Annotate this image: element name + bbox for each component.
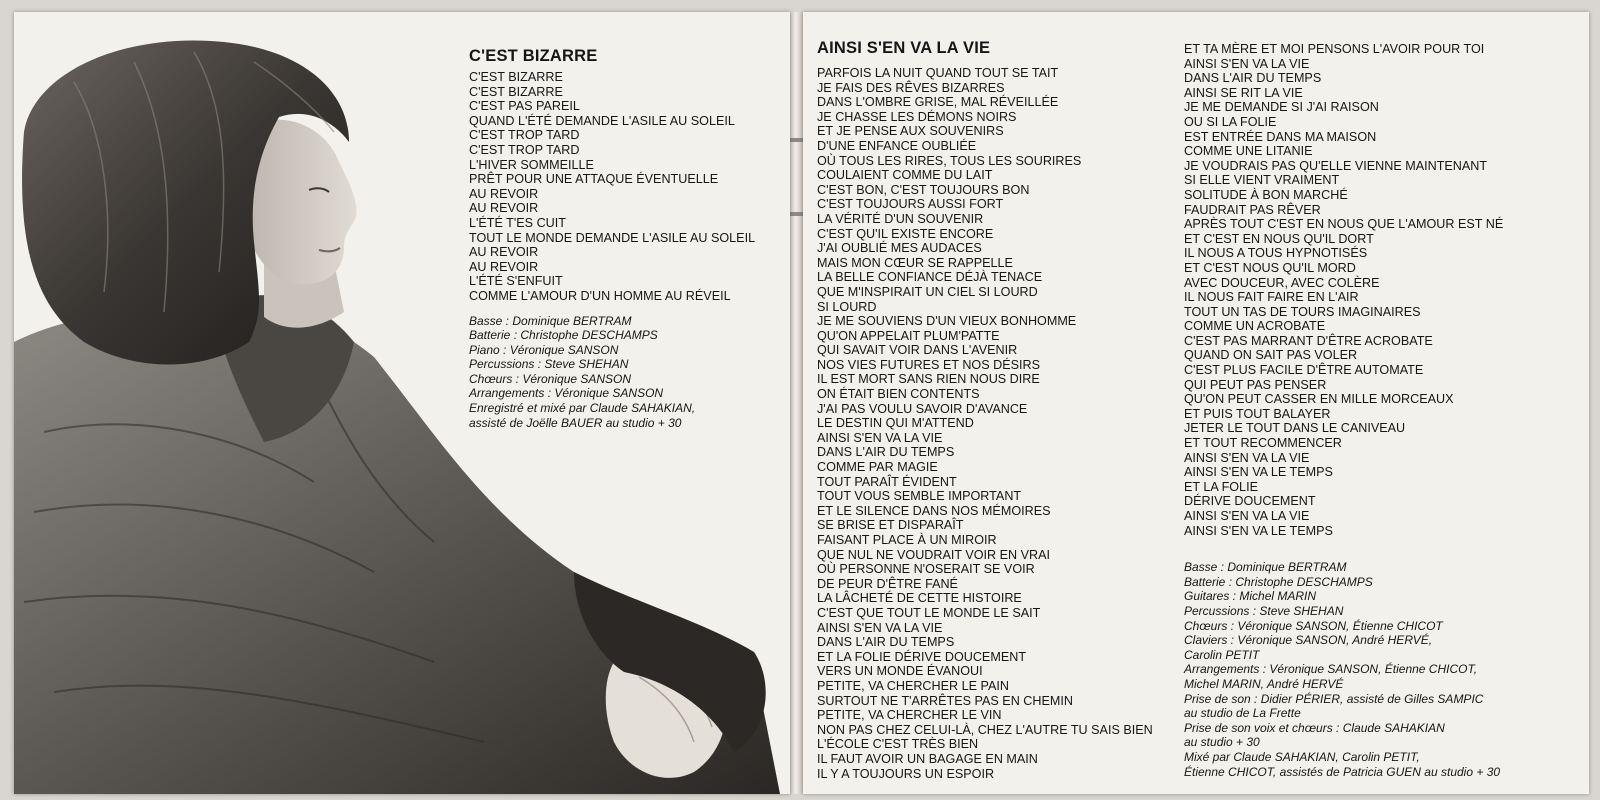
lyric-line: AINSI S'EN VA LA VIE (1184, 450, 1310, 465)
lyric-line: C'EST QU'IL EXISTE ENCORE (817, 226, 994, 241)
lyric-line: IL FAUT AVOIR UN BAGAGE EN MAIN (817, 751, 1038, 766)
lyric-line: COULAIENT COMME DU LAIT (817, 168, 993, 183)
lyric-line: PETITE, VA CHERCHER LE VIN (817, 708, 1002, 723)
lyric-line: C'EST TROP TARD (469, 142, 580, 157)
lyric-line: PETITE, VA CHERCHER LE PAIN (817, 678, 1009, 693)
credit-line: Batterie : Christophe DESCHAMPS (469, 328, 658, 343)
lyric-line: QUI SAVAIT VOIR DANS L'AVENIR (817, 343, 1018, 358)
credit-line: Percussions : Steve SHEHAN (469, 357, 629, 372)
lyrics (469, 70, 789, 304)
lyric-line: DÉRIVE DOUCEMENT (1184, 494, 1316, 509)
lyric-line: C'EST BIZARRE (469, 84, 563, 99)
lyric-line: LE DESTIN QUI M'ATTEND (817, 416, 974, 431)
lyric-line: JE ME SOUVIENS D'UN VIEUX BONHOMME (817, 314, 1077, 329)
credit-line: Mixé par Claude SAHAKIAN, Carolin PETIT, (1184, 749, 1420, 764)
lyric-line: C'EST TROP TARD (469, 128, 580, 143)
lyric-line: AU REVOIR (469, 259, 539, 274)
credit-line: Enregistré et mixé par Claude SAHAKIAN, (469, 401, 696, 416)
credit-line: Prise de son voix et chœurs : Claude SAHAKIAN (1184, 720, 1445, 735)
credit-line: Prise de son : Didier PÉRIER, assisté de Gilles SAMPIC (1184, 691, 1484, 706)
credit-line: Michel MARIN, André HERVÉ (1184, 676, 1344, 691)
lyric-line: TOUT UN TAS DE TOURS IMAGINAIRES (1184, 304, 1421, 319)
credit-line: Basse : Dominique BERTRAM (1184, 560, 1347, 575)
lyric-line: L'HIVER SOMMEILLE (469, 157, 594, 172)
lyric-line: ET C'EST NOUS QU'IL MORD (1184, 260, 1356, 275)
lyric-line: ET LE SILENCE DANS NOS MÉMOIRES (817, 503, 1051, 518)
lyric-line: AINSI S'EN VA LE TEMPS (1184, 465, 1333, 480)
lyric-line: SURTOUT NE T'ARRÊTES PAS EN CHEMIN (817, 693, 1073, 708)
credits (469, 314, 789, 431)
lyric-line: DE PEUR D'ÊTRE FANÉ (817, 576, 958, 591)
lyric-line: C'EST PLUS FACILE D'ÊTRE AUTOMATE (1184, 363, 1424, 378)
lyric-line: COMME PAR MAGIE (817, 460, 938, 475)
credit-line: assisté de Joëlle BAUER au studio + 30 (469, 415, 682, 430)
lyric-line: AINSI S'EN VA LA VIE (817, 430, 943, 445)
lyric-line: QUAND ON SAIT PAS VOLER (1184, 348, 1358, 363)
lyric-line: MAIS MON CŒUR SE RAPPELLE (817, 255, 1013, 270)
lyric-line: AU REVOIR (469, 186, 539, 201)
lyrics (817, 66, 1177, 781)
lyric-line: DANS L'AIR DU TEMPS (1184, 71, 1322, 86)
lyric-line: L'ÉTÉ T'ES CUIT (469, 215, 566, 230)
lyric-line: AU REVOIR (469, 201, 539, 216)
credit-line: Arrangements : Véronique SANSON, Étienne CHICOT, (1184, 662, 1478, 677)
lyric-line: QUI PEUT PAS PENSER (1184, 377, 1327, 392)
lyric-line: ET TA MÈRE ET MOI PENSONS L'AVOIR POUR TOI (1184, 42, 1485, 56)
lyric-line: NOS VIES FUTURES ET NOS DÉSIRS (817, 357, 1040, 372)
lyric-line: C'EST QUE TOUT LE MONDE LE SAIT (817, 605, 1041, 620)
lyrics (1184, 42, 1584, 538)
lyric-line: IL NOUS A TOUS HYPNOTISÉS (1184, 246, 1368, 261)
lyric-line: ET JE PENSE AUX SOUVENIRS (817, 124, 1004, 139)
credits (1184, 560, 1584, 779)
lyric-line: OU SI LA FOLIE (1184, 114, 1277, 129)
credit-line: Guitares : Michel MARIN (1184, 589, 1317, 604)
lyric-line: QUE M'INSPIRAIT UN CIEL SI LOURD (817, 284, 1038, 299)
lyric-line: PRÊT POUR UNE ATTAQUE ÉVENTUELLE (469, 172, 719, 187)
lyric-line: JE ME DEMANDE SI J'AI RAISON (1184, 100, 1379, 115)
lyric-line: COMME UN ACROBATE (1184, 319, 1326, 334)
lyric-line: C'EST PAS MARRANT D'ÊTRE ACROBATE (1184, 333, 1433, 348)
left-page (14, 12, 790, 794)
lyric-line: C'EST BIZARRE (469, 70, 563, 84)
lyric-line: AINSI S'EN VA LA VIE (1184, 56, 1310, 71)
credit-line: Chœurs : Véronique SANSON, Étienne CHICOT (1184, 618, 1443, 633)
lyric-line: VERS UN MONDE ÉVANOUI (817, 664, 983, 679)
credit-line: Chœurs : Véronique SANSON (469, 371, 632, 386)
lyric-line: L'ÉTÉ S'ENFUIT (469, 274, 563, 289)
booklet-gutter (790, 12, 803, 794)
lyric-line: AINSI S'EN VA LE TEMPS (1184, 523, 1333, 538)
lyric-line: C'EST TOUJOURS AUSSI FORT (817, 197, 1004, 212)
credit-line: au studio de La Frette (1184, 706, 1301, 721)
lyric-line: QU'ON PEUT CASSER EN MILLE MORCEAUX (1184, 392, 1454, 407)
lyric-line: QUE NUL NE VOUDRAIT VOIR EN VRAI (817, 547, 1051, 562)
lyric-line: TOUT VOUS SEMBLE IMPORTANT (817, 489, 1022, 504)
lyric-line: APRÈS TOUT C'EST EN NOUS QUE L'AMOUR EST NÉ (1184, 217, 1504, 232)
lyric-line: IL Y A TOUJOURS UN ESPOIR (817, 766, 995, 781)
lyric-line: SI LOURD (817, 299, 877, 314)
lyric-line: JE CHASSE LES DÉMONS NOIRS (817, 109, 1017, 124)
song-ainsi-column-2 (1184, 42, 1584, 779)
lyric-line: LA VÉRITÉ D'UN SOUVENIR (817, 211, 984, 226)
lyric-line: LA LÂCHETÉ DE CETTE HISTOIRE (817, 591, 1022, 606)
right-page (803, 12, 1589, 794)
credit-line: Percussions : Steve SHEHAN (1184, 603, 1344, 618)
credit-line: Arrangements : Véronique SANSON (469, 386, 664, 401)
lyric-line: SI ELLE VIENT VRAIMENT (1184, 173, 1340, 188)
lyric-line: ET PUIS TOUT BALAYER (1184, 406, 1331, 421)
lyric-line: AINSI SE RIT LA VIE (1184, 85, 1303, 100)
song-title: C'EST BIZARRE (469, 47, 598, 65)
lyric-line: L'ÉCOLE C'EST TRÈS BIEN (817, 737, 979, 752)
lyric-line: AU REVOIR (469, 245, 539, 260)
credit-line: Carolin PETIT (1184, 647, 1260, 662)
lyric-line: AINSI S'EN VA LA VIE (817, 620, 943, 635)
lyric-line: LA BELLE CONFIANCE DÉJÀ TENACE (817, 270, 1043, 285)
lyric-line: SE BRISE ET DISPARAÎT (817, 518, 964, 533)
song-bizarre (469, 46, 789, 430)
lyric-line: SOLITUDE À BON MARCHÉ (1184, 187, 1348, 202)
lyric-line: DANS L'AIR DU TEMPS (817, 445, 955, 460)
lyric-line: EST ENTRÉE DANS MA MAISON (1184, 129, 1377, 144)
credit-line: Basse : Dominique BERTRAM (469, 313, 632, 328)
credit-line: au studio + 30 (1184, 735, 1260, 750)
lyric-line: QU'ON APPELAIT PLUM'PATTE (817, 328, 1000, 343)
credit-line: Batterie : Christophe DESCHAMPS (1184, 574, 1373, 589)
lyric-line: J'AI PAS VOULU SAVOIR D'AVANCE (817, 401, 1028, 416)
song-ainsi-column-1 (817, 38, 1177, 781)
lyric-line: QUAND L'ÉTÉ DEMANDE L'ASILE AU SOLEIL (469, 113, 735, 128)
credit-line: Piano : Véronique SANSON (469, 342, 619, 357)
lyric-line: AINSI S'EN VA LA VIE (1184, 509, 1310, 523)
lyric-line: TOUT LE MONDE DEMANDE L'ASILE AU SOLEIL (469, 230, 756, 245)
lyric-line: COMME UNE LITANIE (1184, 144, 1313, 159)
lyric-line: COMME L'AMOUR D'UN HOMME AU RÉVEIL (469, 288, 731, 303)
lyric-line: AVEC DOUCEUR, AVEC COLÈRE (1184, 275, 1380, 290)
lyric-line: OÙ TOUS LES RIRES, TOUS LES SOURIRES (817, 153, 1082, 168)
lyric-line: ON ÉTAIT BIEN CONTENTS (817, 387, 980, 402)
lyric-line: FAUDRAIT PAS RÊVER (1184, 202, 1321, 217)
lyric-line: ET LA FOLIE (1184, 479, 1258, 494)
lyric-line: C'EST PAS PAREIL (469, 99, 580, 114)
lyric-line: ET TOUT RECOMMENCER (1184, 436, 1342, 451)
lyric-line: JE FAIS DES RÊVES BIZARRES (817, 80, 1005, 95)
lyric-line: TOUT PARAÎT ÉVIDENT (817, 474, 957, 489)
lyric-line: JE VOUDRAIS PAS QU'ELLE VIENNE MAINTENANT (1184, 158, 1488, 173)
lyric-line: ET C'EST EN NOUS QU'IL DORT (1184, 231, 1374, 246)
lyric-line: IL NOUS FAIT FAIRE EN L'AIR (1184, 290, 1359, 305)
lyric-line: FAISANT PLACE À UN MIROIR (817, 533, 997, 547)
lyric-line: NON PAS CHEZ CELUI-LÀ, CHEZ L'AUTRE TU SAIS BIEN (817, 722, 1153, 737)
lyric-line: JETER LE TOUT DANS LE CANIVEAU (1184, 421, 1406, 436)
lyric-line: D'UNE ENFANCE OUBLIÉE (817, 138, 977, 153)
lyric-line: PARFOIS LA NUIT QUAND TOUT SE TAIT (817, 66, 1059, 80)
credit-line: Étienne CHICOT, assistés de Patricia GUEN au studio + 30 (1184, 764, 1501, 779)
lyric-line: IL EST MORT SANS RIEN NOUS DIRE (817, 372, 1040, 387)
lyric-line: DANS L'OMBRE GRISE, MAL RÉVEILLÉE (817, 95, 1059, 110)
lyric-line: C'EST BON, C'EST TOUJOURS BON (817, 182, 1030, 197)
lyric-line: DANS L'AIR DU TEMPS (817, 635, 955, 650)
lyric-line: OÙ PERSONNE N'OSERAIT SE VOIR (817, 562, 1035, 577)
lyric-line: J'AI OUBLIÉ MES AUDACES (817, 241, 982, 256)
lyric-line: ET LA FOLIE DÉRIVE DOUCEMENT (817, 649, 1027, 664)
song-title: AINSI S'EN VA LA VIE (817, 39, 991, 57)
credit-line: Claviers : Véronique SANSON, André HERVÉ, (1184, 633, 1433, 648)
